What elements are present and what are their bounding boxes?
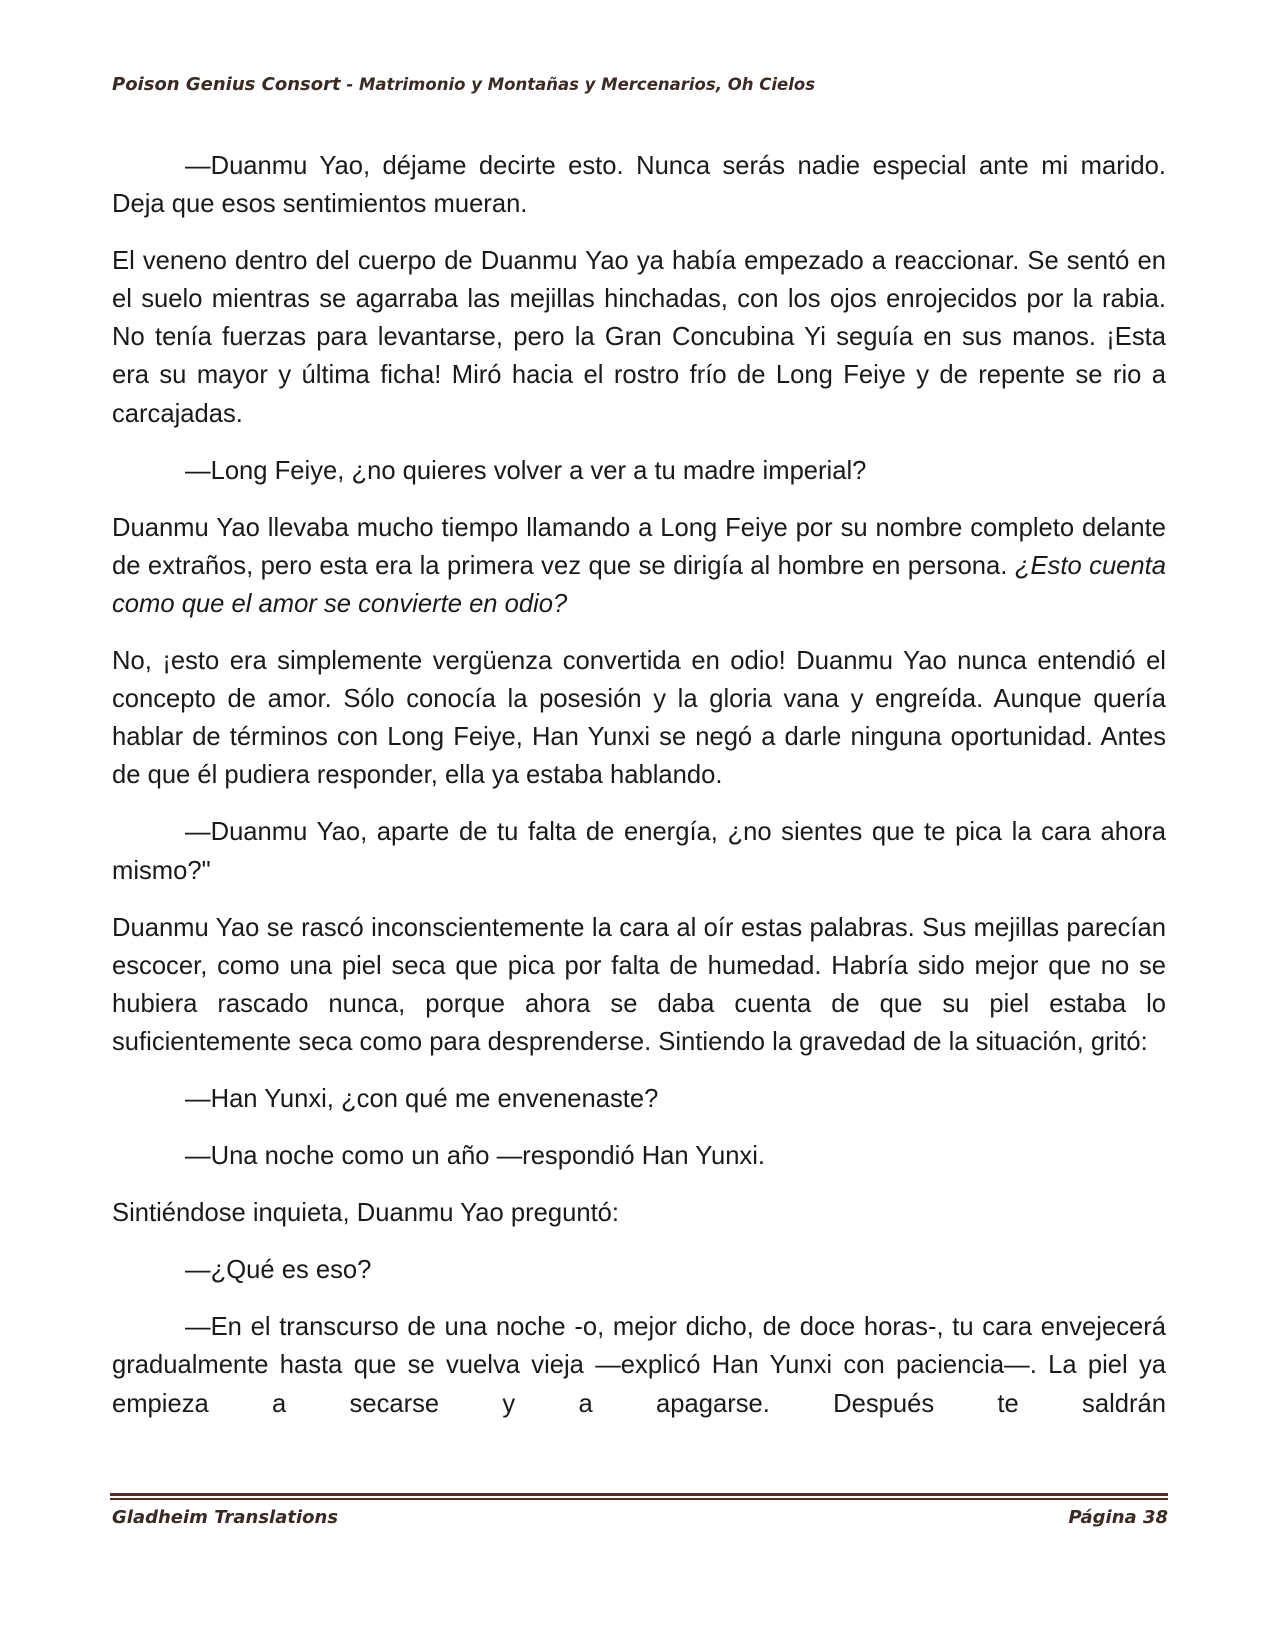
paragraph: No, ¡esto era simplemente vergüenza convertida en odio! Duanmu Yao nunca entendió el concepto de amor. Sólo conocía la posesión y la gloria vana y engreída. Aunque quería hablar de términos con Long Feiye, Han Yunxi se negó a darle ninguna oportunidad. Antes de que él pudiera responder, ella ya estaba hablando. — [112, 647, 1166, 790]
paragraph: Duanmu Yao se rascó inconscientemente la cara al oír estas palabras. Sus mejillas parecían escocer, como una piel seca que pica por falta de humedad. Habría sido mejor que no se hubiera rascado nunca, porque ahora se daba cuenta de que su piel estaba lo suficientemente seca como para desprenderse. Sintiendo la gravedad de la situación, gritó: — [112, 913, 1166, 1056]
paragraph: —Long Feiye, ¿no quieres volver a ver a tu madre imperial? — [185, 456, 867, 485]
paragraph: —Una noche como un año —respondió Han Yunxi. — [185, 1142, 766, 1171]
footer-divider — [110, 1493, 1168, 1502]
page-header — [112, 74, 1172, 95]
paragraph: —En el transcurso de una noche -o, mejor dicho, de doce horas-, tu cara envejecerá gradualmente hasta que se vuelva vieja —explicó Han Yunxi con paciencia—. La piel ya empieza a secarse y a apagarse. Después te saldrán — [112, 1313, 1166, 1418]
page-footer — [112, 1507, 1168, 1528]
paragraph: —¿Qué es eso? — [185, 1256, 372, 1285]
paragraph — [112, 509, 1166, 623]
paragraph: —Duanmu Yao, déjame decirte esto. Nunca serás nadie especial ante mi marido. Deja que esos sentimientos mueran. — [112, 152, 1166, 219]
page-number: Página 38 — [1068, 1507, 1168, 1528]
paragraph: Sintiéndose inquieta, Duanmu Yao preguntó: — [112, 1199, 620, 1228]
header-subtitle: - Matrimonio y Montañas y Mercenarios, Oh Cielos — [340, 75, 816, 94]
page-body — [112, 147, 1166, 1423]
header-title: Poison Genius Consort — [112, 74, 341, 95]
paragraph: El veneno dentro del cuerpo de Duanmu Yao ya había empezado a reaccionar. Se sentó en el suelo mientras se agarraba las mejillas hinchadas, con los ojos enrojecidos por la rabia. No tenía fuerzas para levantarse, pero la Gran Concubina Yi seguía en sus manos. ¡Esta era su mayor y última ficha! Miró hacia el rostro frío de Long Feiye y de repente se rio a carcajadas. — [112, 247, 1166, 428]
footer-publisher: Gladheim Translations — [112, 1507, 339, 1528]
paragraph: —Duanmu Yao, aparte de tu falta de energía, ¿no sientes que te pica la cara ahora mismo?" — [112, 818, 1166, 885]
paragraph-italic-text: ¿Esto cuenta como que el amor se convierte en odio? — [112, 551, 1166, 618]
paragraph: —Han Yunxi, ¿con qué me envenenaste? — [185, 1084, 659, 1113]
paragraph-text: Duanmu Yao llevaba mucho tiempo llamando a Long Feiye por su nombre completo delante de extraños, pero esta era la primera vez que se dirigía al hombre en persona. — [112, 513, 1166, 580]
